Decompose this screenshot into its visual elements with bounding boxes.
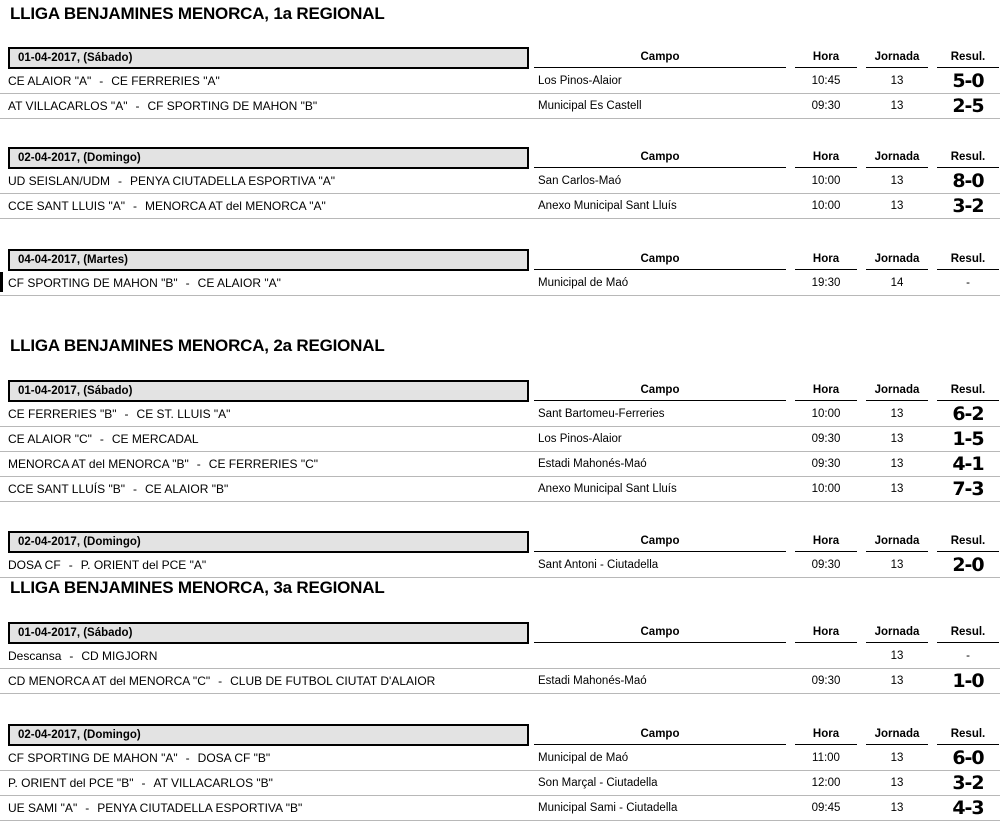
column-header-jornada: Jornada	[866, 728, 928, 745]
block-header	[0, 378, 1000, 402]
match-matchday: 13	[890, 200, 904, 212]
match-teams	[0, 407, 529, 421]
column-header-campo: Campo	[534, 51, 786, 68]
match-row[interactable]	[0, 402, 1000, 427]
column-header-resul: Resul.	[937, 626, 999, 643]
league-section	[0, 5, 1000, 22]
date-header: 02-04-2017, (Domingo)	[8, 724, 529, 746]
block-header	[0, 145, 1000, 169]
match-result: 1-5	[952, 427, 984, 450]
column-headers	[529, 530, 1000, 553]
column-headers	[529, 248, 1000, 271]
match-matchday: 13	[890, 483, 904, 495]
match-venue: Municipal Sami - Ciutadella	[538, 802, 678, 814]
match-row[interactable]	[0, 427, 1000, 452]
match-result: 7-3	[952, 477, 984, 500]
column-header-hora: Hora	[795, 535, 857, 552]
block-header	[0, 247, 1000, 271]
home-team: MENORCA AT del MENORCA "B"	[8, 457, 189, 471]
match-matchday: 13	[890, 100, 904, 112]
match-matchday: 14	[890, 277, 904, 289]
home-team: DOSA CF	[8, 558, 61, 572]
versus-separator: -	[69, 649, 74, 663]
date-block	[0, 722, 1000, 821]
away-team: CE FERRERIES "C"	[208, 457, 318, 471]
away-team: DOSA CF "B"	[197, 751, 271, 765]
match-matchday: 13	[890, 559, 904, 571]
home-team: CCE SANT LLUÍS "B"	[8, 482, 125, 496]
column-header-hora: Hora	[795, 626, 857, 643]
match-row[interactable]	[0, 746, 1000, 771]
match-venue: Anexo Municipal Sant Lluís	[538, 483, 677, 495]
column-header-campo: Campo	[534, 728, 786, 745]
date-block	[0, 620, 1000, 694]
match-row[interactable]	[0, 94, 1000, 119]
home-team: UE SAMI "A"	[8, 801, 78, 815]
column-header-jornada: Jornada	[866, 51, 928, 68]
away-team: CE FERRERIES "A"	[111, 74, 220, 88]
match-matchday: 13	[890, 752, 904, 764]
away-team: CLUB DE FUTBOL CIUTAT D'ALAIOR	[230, 674, 436, 688]
match-teams	[0, 99, 529, 113]
match-time: 10:00	[811, 175, 841, 187]
league-section	[0, 579, 1000, 596]
match-time: 10:00	[811, 408, 841, 420]
versus-separator: -	[85, 801, 90, 815]
section-title: LLIGA BENJAMINES MENORCA, 1a REGIONAL	[10, 4, 385, 23]
match-result: -	[966, 649, 970, 662]
match-teams	[0, 751, 529, 765]
match-result: 4-1	[952, 452, 984, 475]
match-matchday: 13	[890, 675, 904, 687]
match-matchday: 13	[890, 458, 904, 470]
match-venue: Los Pinos-Alaior	[538, 433, 622, 445]
match-venue: San Carlos-Maó	[538, 175, 622, 187]
match-time: 11:00	[812, 752, 840, 764]
match-time: 09:30	[811, 100, 841, 112]
match-venue: Municipal Es Castell	[538, 100, 642, 112]
versus-separator: -	[196, 457, 201, 471]
match-result: 4-3	[952, 796, 984, 819]
match-result: 3-2	[952, 771, 984, 794]
match-time: 10:00	[811, 200, 841, 212]
home-team: CF SPORTING DE MAHON "A"	[8, 751, 178, 765]
match-time: 19:30	[811, 277, 841, 289]
away-team: CE MERCADAL	[111, 432, 199, 446]
column-header-hora: Hora	[795, 151, 857, 168]
date-header: 01-04-2017, (Sábado)	[8, 47, 529, 69]
match-result: 2-5	[952, 94, 984, 117]
match-result: 3-2	[952, 194, 984, 217]
match-teams	[0, 199, 529, 213]
home-team: CD MENORCA AT del MENORCA "C"	[8, 674, 211, 688]
match-row[interactable]	[0, 194, 1000, 219]
match-venue: Son Marçal - Ciutadella	[538, 777, 658, 789]
versus-separator: -	[141, 776, 146, 790]
match-time: 10:45	[811, 75, 841, 87]
league-section	[0, 337, 1000, 354]
match-time: 09:30	[811, 458, 841, 470]
date-header: 01-04-2017, (Sábado)	[8, 380, 529, 402]
versus-separator: -	[185, 276, 190, 290]
away-team: AT VILLACARLOS "B"	[153, 776, 273, 790]
match-teams	[0, 276, 529, 290]
column-header-hora: Hora	[795, 728, 857, 745]
block-header	[0, 620, 1000, 644]
match-venue: Estadi Mahonés-Maó	[538, 675, 647, 687]
away-team: CF SPORTING DE MAHON "B"	[147, 99, 318, 113]
date-block	[0, 529, 1000, 578]
block-header	[0, 529, 1000, 553]
match-time: 09:30	[811, 559, 841, 571]
match-matchday: 13	[890, 777, 904, 789]
versus-separator: -	[124, 407, 129, 421]
date-block	[0, 378, 1000, 502]
match-teams	[0, 674, 529, 688]
home-team: CE ALAIOR "C"	[8, 432, 92, 446]
column-header-campo: Campo	[534, 626, 786, 643]
column-header-resul: Resul.	[937, 51, 999, 68]
column-headers	[529, 723, 1000, 746]
versus-separator: -	[99, 74, 104, 88]
column-header-resul: Resul.	[937, 728, 999, 745]
match-row[interactable]	[0, 452, 1000, 477]
versus-separator: -	[218, 674, 223, 688]
match-venue: Sant Antoni - Ciutadella	[538, 559, 659, 571]
column-header-jornada: Jornada	[866, 384, 928, 401]
home-team: CE FERRERIES "B"	[8, 407, 117, 421]
match-matchday: 13	[890, 650, 904, 662]
match-row[interactable]	[0, 169, 1000, 194]
column-header-jornada: Jornada	[866, 535, 928, 552]
section-title: LLIGA BENJAMINES MENORCA, 2a REGIONAL	[10, 336, 385, 355]
versus-separator: -	[185, 751, 190, 765]
column-header-jornada: Jornada	[866, 253, 928, 270]
column-header-hora: Hora	[795, 384, 857, 401]
match-result: 5-0	[952, 69, 984, 92]
match-venue: Municipal de Maó	[538, 752, 629, 764]
column-header-campo: Campo	[534, 151, 786, 168]
column-headers	[529, 621, 1000, 644]
date-block	[0, 145, 1000, 219]
match-result: 1-0	[952, 669, 984, 692]
column-header-hora: Hora	[795, 51, 857, 68]
column-header-campo: Campo	[534, 253, 786, 270]
block-header	[0, 722, 1000, 746]
match-time: 10:00	[811, 483, 841, 495]
home-team: CF SPORTING DE MAHON "B"	[8, 276, 178, 290]
date-header: 02-04-2017, (Domingo)	[8, 147, 529, 169]
match-result: 8-0	[952, 169, 984, 192]
match-row[interactable]	[0, 477, 1000, 502]
match-row[interactable]	[0, 644, 1000, 669]
column-header-campo: Campo	[534, 384, 786, 401]
column-headers	[529, 146, 1000, 169]
match-row[interactable]	[0, 69, 1000, 94]
date-block	[0, 247, 1000, 296]
match-time: 09:45	[811, 802, 841, 814]
match-result: 6-0	[952, 746, 984, 769]
away-team: P. ORIENT del PCE "A"	[80, 558, 207, 572]
match-teams	[0, 801, 529, 815]
away-team: MENORCA AT del MENORCA "A"	[145, 199, 326, 213]
versus-separator: -	[99, 432, 104, 446]
match-teams	[0, 649, 529, 663]
match-venue: Los Pinos-Alaior	[538, 75, 622, 87]
match-row[interactable]	[0, 669, 1000, 694]
match-matchday: 13	[890, 75, 904, 87]
column-header-resul: Resul.	[937, 151, 999, 168]
column-header-resul: Resul.	[937, 384, 999, 401]
match-result: -	[966, 276, 970, 289]
date-block	[0, 45, 1000, 119]
match-row[interactable]	[0, 771, 1000, 796]
date-header: 02-04-2017, (Domingo)	[8, 531, 529, 553]
match-row[interactable]	[0, 271, 1000, 296]
column-header-jornada: Jornada	[866, 626, 928, 643]
match-result: 6-2	[952, 402, 984, 425]
away-team: PENYA CIUTADELLA ESPORTIVA "B"	[97, 801, 303, 815]
section-title: LLIGA BENJAMINES MENORCA, 3a REGIONAL	[10, 578, 385, 597]
match-teams	[0, 482, 529, 496]
away-team: CE ALAIOR "A"	[197, 276, 281, 290]
match-venue: Municipal de Maó	[538, 277, 629, 289]
match-matchday: 13	[890, 433, 904, 445]
match-matchday: 13	[890, 408, 904, 420]
home-team: Descansa	[8, 649, 62, 663]
column-header-jornada: Jornada	[866, 151, 928, 168]
match-matchday: 13	[890, 802, 904, 814]
column-header-resul: Resul.	[937, 535, 999, 552]
date-header: 04-04-2017, (Martes)	[8, 249, 529, 271]
match-venue: Anexo Municipal Sant Lluís	[538, 200, 677, 212]
match-teams	[0, 558, 529, 572]
match-teams	[0, 776, 529, 790]
match-row[interactable]	[0, 796, 1000, 821]
away-team: CE ALAIOR "B"	[145, 482, 229, 496]
column-headers	[529, 46, 1000, 69]
column-headers	[529, 379, 1000, 402]
versus-separator: -	[118, 174, 123, 188]
home-team: CE ALAIOR "A"	[8, 74, 92, 88]
versus-separator: -	[133, 482, 137, 496]
column-header-campo: Campo	[534, 535, 786, 552]
versus-separator: -	[133, 199, 137, 213]
match-teams	[0, 432, 529, 446]
column-header-resul: Resul.	[937, 253, 999, 270]
match-venue: Estadi Mahonés-Maó	[538, 458, 647, 470]
match-time: 09:30	[811, 433, 841, 445]
match-time: 12:00	[811, 777, 841, 789]
match-teams	[0, 74, 529, 88]
home-team: UD SEISLAN/UDM	[8, 174, 111, 188]
block-header	[0, 45, 1000, 69]
match-result: 2-0	[952, 553, 984, 576]
match-time: 09:30	[811, 675, 841, 687]
home-team: AT VILLACARLOS "A"	[8, 99, 128, 113]
match-venue: Sant Bartomeu-Ferreries	[538, 408, 665, 420]
date-header: 01-04-2017, (Sábado)	[8, 622, 529, 644]
away-team: PENYA CIUTADELLA ESPORTIVA "A"	[130, 174, 336, 188]
versus-separator: -	[135, 99, 140, 113]
away-team: CD MIGJORN	[81, 649, 158, 663]
match-matchday: 13	[890, 175, 904, 187]
match-teams	[0, 174, 529, 188]
versus-separator: -	[68, 558, 73, 572]
match-teams	[0, 457, 529, 471]
away-team: CE ST. LLUIS "A"	[136, 407, 231, 421]
match-row[interactable]	[0, 553, 1000, 578]
home-team: P. ORIENT del PCE "B"	[8, 776, 134, 790]
column-header-hora: Hora	[795, 253, 857, 270]
home-team: CCE SANT LLUIS "A"	[8, 199, 125, 213]
